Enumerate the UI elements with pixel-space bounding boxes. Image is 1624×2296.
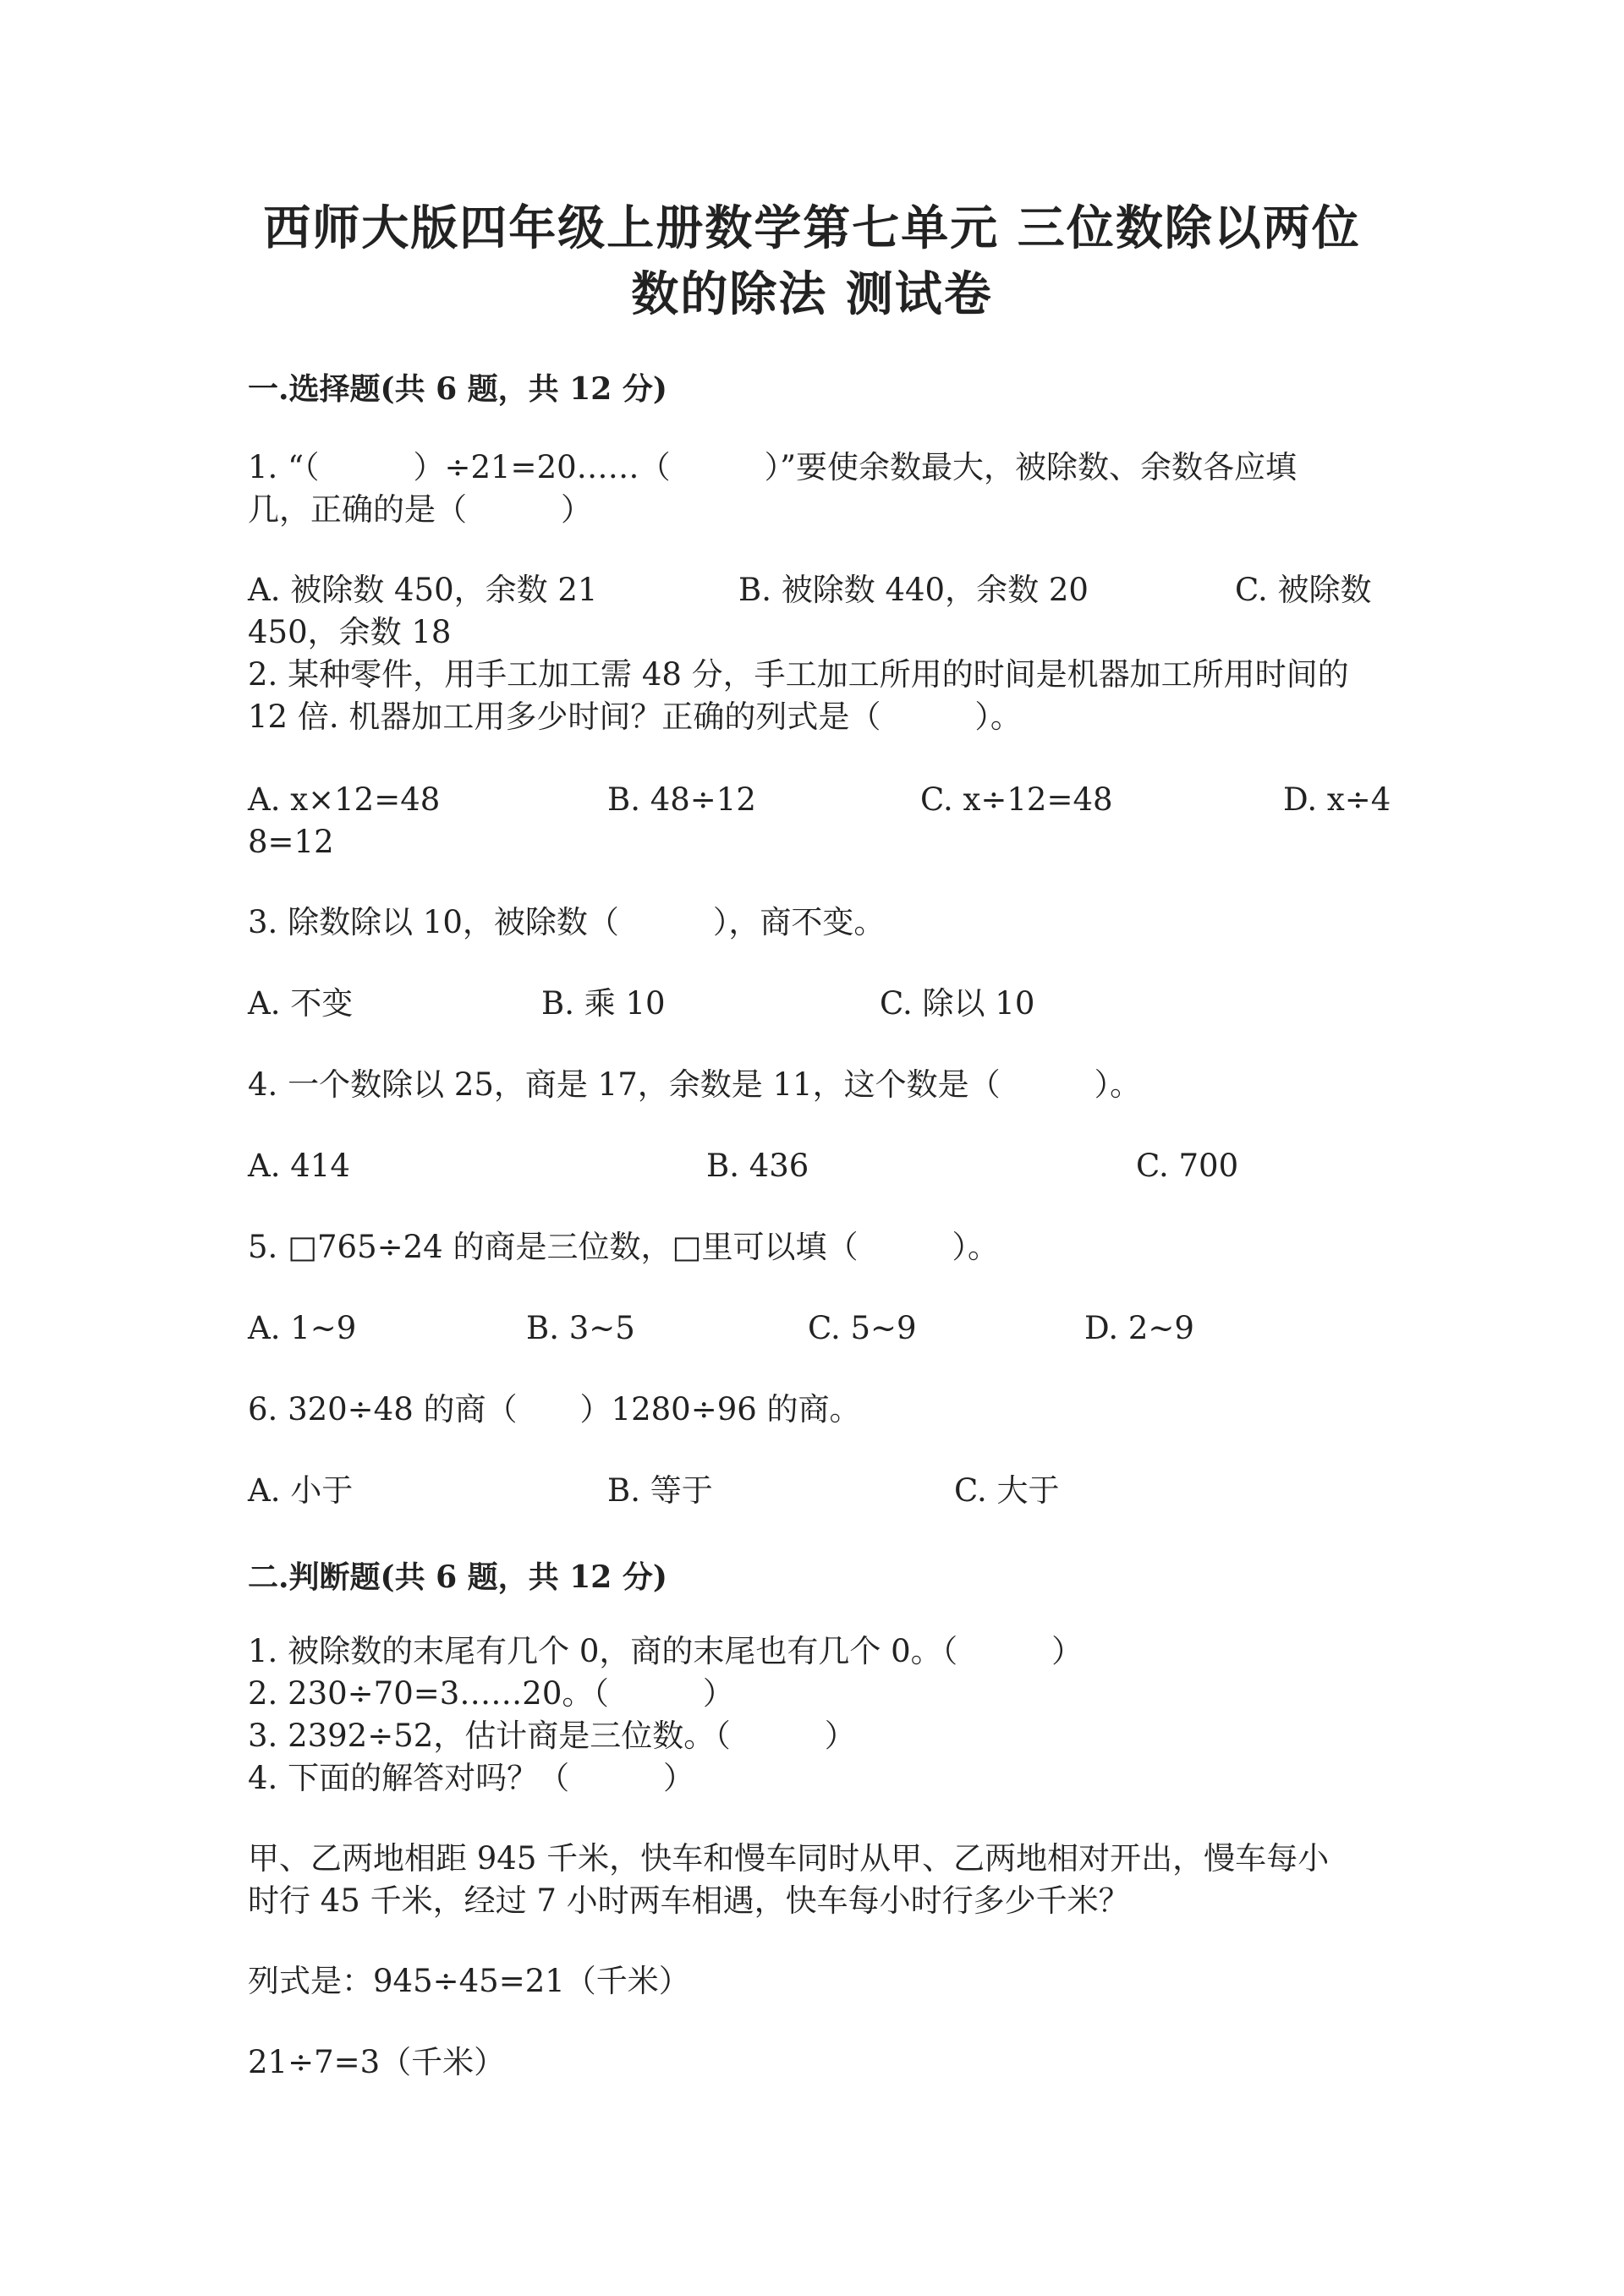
question-1-line-2: 几，正确的是（ ） bbox=[248, 491, 592, 528]
question-2-option-d-wrap: 8=12 bbox=[248, 824, 334, 860]
question-2-line-1: 2. 某种零件，用手工加工需 48 分，手工加工所用的时间是机器加工所用时间的 bbox=[248, 656, 1349, 693]
question-4-line-1: 4. 一个数除以 25，商是 17，余数是 11，这个数是（ ）。 bbox=[248, 1066, 1142, 1103]
question-4-option-b: B. 436 bbox=[706, 1148, 809, 1184]
page-title-line-1: 西师大版四年级上册数学第七单元 三位数除以两位 bbox=[263, 200, 1361, 256]
question-5-line-1: 5. □765÷24 的商是三位数，□里可以填（ ）。 bbox=[248, 1229, 999, 1265]
question-6-option-c: C. 大于 bbox=[954, 1472, 1060, 1509]
question-2-option-c: C. x÷12=48 bbox=[920, 781, 1113, 818]
section-heading-true-false: 二.判断题(共 6 题，共 12 分) bbox=[248, 1559, 667, 1595]
solution-line-1: 列式是：945÷45=21（千米） bbox=[248, 1963, 690, 1999]
question-2-line-2: 12 倍. 机器加工用多少时间？正确的列式是（ ）。 bbox=[248, 699, 1022, 735]
question-6-option-b: B. 等于 bbox=[607, 1472, 713, 1509]
solution-line-2: 21÷7=3（千米） bbox=[248, 2044, 506, 2080]
question-1-option-b: B. 被除数 440，余数 20 bbox=[738, 572, 1089, 608]
question-1-option-c: C. 被除数 bbox=[1235, 572, 1372, 608]
question-5-option-d: D. 2~9 bbox=[1084, 1310, 1194, 1346]
question-1-line-1: 1. “（ ）÷21=20……（ ）”要使余数最大，被除数、余数各应填 bbox=[248, 449, 1298, 485]
question-3-option-b: B. 乘 10 bbox=[541, 985, 666, 1022]
section-heading-multiple-choice: 一.选择题(共 6 题，共 12 分) bbox=[248, 371, 667, 407]
word-problem-line-1: 甲、乙两地相距 945 千米，快车和慢车同时从甲、乙两地相对开出，慢车每小 bbox=[248, 1840, 1330, 1877]
question-4-option-c: C. 700 bbox=[1136, 1148, 1239, 1184]
question-5-option-c: C. 5~9 bbox=[808, 1310, 917, 1346]
judgement-item-1: 1. 被除数的末尾有几个 0，商的末尾也有几个 0。（ ） bbox=[248, 1633, 1084, 1669]
question-6-option-a: A. 小于 bbox=[248, 1472, 354, 1509]
judgement-item-4: 4. 下面的解答对吗？（ ） bbox=[248, 1760, 695, 1796]
question-1-option-a: A. 被除数 450，余数 21 bbox=[248, 572, 598, 608]
question-3-option-c: C. 除以 10 bbox=[880, 985, 1035, 1022]
question-3-option-a: A. 不变 bbox=[248, 985, 354, 1022]
question-2-option-d: D. x÷4 bbox=[1283, 781, 1391, 818]
question-6-line-1: 6. 320÷48 的商（ ）1280÷96 的商。 bbox=[248, 1391, 861, 1427]
question-3-line-1: 3. 除数除以 10，被除数（ ），商不变。 bbox=[248, 904, 886, 940]
question-2-option-a: A. x×12=48 bbox=[248, 781, 441, 818]
question-5-option-b: B. 3~5 bbox=[526, 1310, 635, 1346]
word-problem-line-2: 时行 45 千米，经过 7 小时两车相遇，快车每小时行多少千米？ bbox=[248, 1882, 1130, 1919]
judgement-item-3: 3. 2392÷52，估计商是三位数。（ ） bbox=[248, 1718, 856, 1754]
question-4-option-a: A. 414 bbox=[248, 1148, 350, 1184]
question-1-option-c-wrap: 450，余数 18 bbox=[248, 614, 452, 650]
judgement-item-2: 2. 230÷70=3……20。（ ） bbox=[248, 1675, 734, 1712]
page-title-line-2: 数的除法 测试卷 bbox=[631, 266, 993, 322]
question-5-option-a: A. 1~9 bbox=[248, 1310, 357, 1346]
question-2-option-b: B. 48÷12 bbox=[607, 781, 756, 818]
